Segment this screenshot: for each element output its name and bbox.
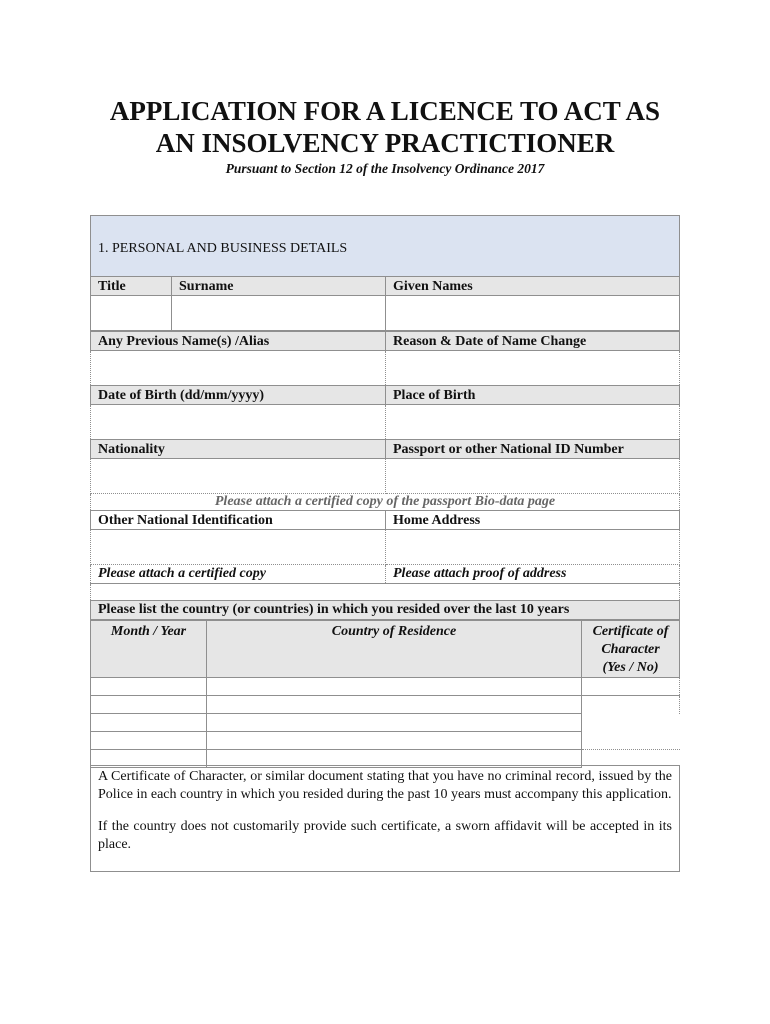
- field-reason-date-change[interactable]: [386, 351, 680, 386]
- section-heading: 1. PERSONAL AND BUSINESS DETAILS: [91, 216, 680, 277]
- document-title: [0, 95, 770, 159]
- residence-cert-4[interactable]: [582, 732, 680, 750]
- label-title: Title: [91, 277, 172, 296]
- col-certificate-line1: Certificate of: [592, 624, 669, 639]
- certificate-notes: [90, 765, 680, 872]
- note-paragraph-1: A Certificate of Character, or similar document stating that you have no criminal record, issued by the Police in each country in which you resided during the past 10 years must accompany this application.: [98, 769, 672, 802]
- spacer-row: [91, 584, 680, 601]
- label-home-address: Home Address: [386, 511, 680, 530]
- label-given-names: Given Names: [386, 277, 680, 296]
- residence-cert-2[interactable]: [582, 696, 680, 714]
- title-line-2: AN INSOLVENCY PRACTICTIONER: [155, 128, 615, 158]
- document-subtitle: Pursuant to Section 12 of the Insolvency Ordinance 2017: [225, 161, 545, 176]
- residence-month-4[interactable]: [91, 732, 207, 750]
- field-place-of-birth[interactable]: [386, 405, 680, 440]
- label-surname: Surname: [172, 277, 386, 296]
- residence-month-2[interactable]: [91, 696, 207, 714]
- col-certificate-line3: (Yes / No): [602, 660, 659, 675]
- label-dob: Date of Birth (dd/mm/yyyy): [91, 386, 386, 405]
- note-attach-copy: Please attach a certified copy: [91, 565, 386, 584]
- passport-attach-note: Please attach a certified copy of the passport Bio-data page: [91, 494, 680, 511]
- label-previous-names: Any Previous Name(s) /Alias: [91, 332, 386, 351]
- residence-country-4[interactable]: [207, 732, 582, 750]
- field-surname[interactable]: [172, 296, 386, 331]
- residence-instruction: Please list the country (or countries) in which you resided over the last 10 years: [91, 601, 680, 620]
- field-given-names[interactable]: [386, 296, 680, 331]
- col-month-year: Month / Year: [91, 621, 207, 678]
- label-passport: Passport or other National ID Number: [386, 440, 680, 459]
- residence-country-3[interactable]: [207, 714, 582, 732]
- note-attach-address: Please attach proof of address: [386, 565, 680, 584]
- label-place-of-birth: Place of Birth: [386, 386, 680, 405]
- col-country: Country of Residence: [207, 621, 582, 678]
- label-reason-date-change: Reason & Date of Name Change: [386, 332, 680, 351]
- col-certificate-line2: Character: [601, 642, 660, 657]
- field-home-address[interactable]: [386, 530, 680, 565]
- field-previous-names[interactable]: [91, 351, 386, 386]
- field-nationality[interactable]: [91, 459, 386, 494]
- field-passport[interactable]: [386, 459, 680, 494]
- residence-cert-3[interactable]: [582, 714, 680, 732]
- label-nationality: Nationality: [91, 440, 386, 459]
- residence-month-1[interactable]: [91, 678, 207, 696]
- col-certificate: [582, 621, 680, 678]
- residence-country-1[interactable]: [207, 678, 582, 696]
- residence-month-3[interactable]: [91, 714, 207, 732]
- residence-cert-1[interactable]: [582, 678, 680, 696]
- note-paragraph-2: If the country does not customarily provide such certificate, a sworn affidavit will be accepted in its place.: [98, 819, 672, 852]
- personal-details-form: [90, 215, 680, 768]
- field-title[interactable]: [91, 296, 172, 331]
- residence-country-2[interactable]: [207, 696, 582, 714]
- field-dob[interactable]: [91, 405, 386, 440]
- title-line-1: APPLICATION FOR A LICENCE TO ACT AS: [109, 96, 661, 126]
- field-other-id[interactable]: [91, 530, 386, 565]
- label-other-id: Other National Identification: [91, 511, 386, 530]
